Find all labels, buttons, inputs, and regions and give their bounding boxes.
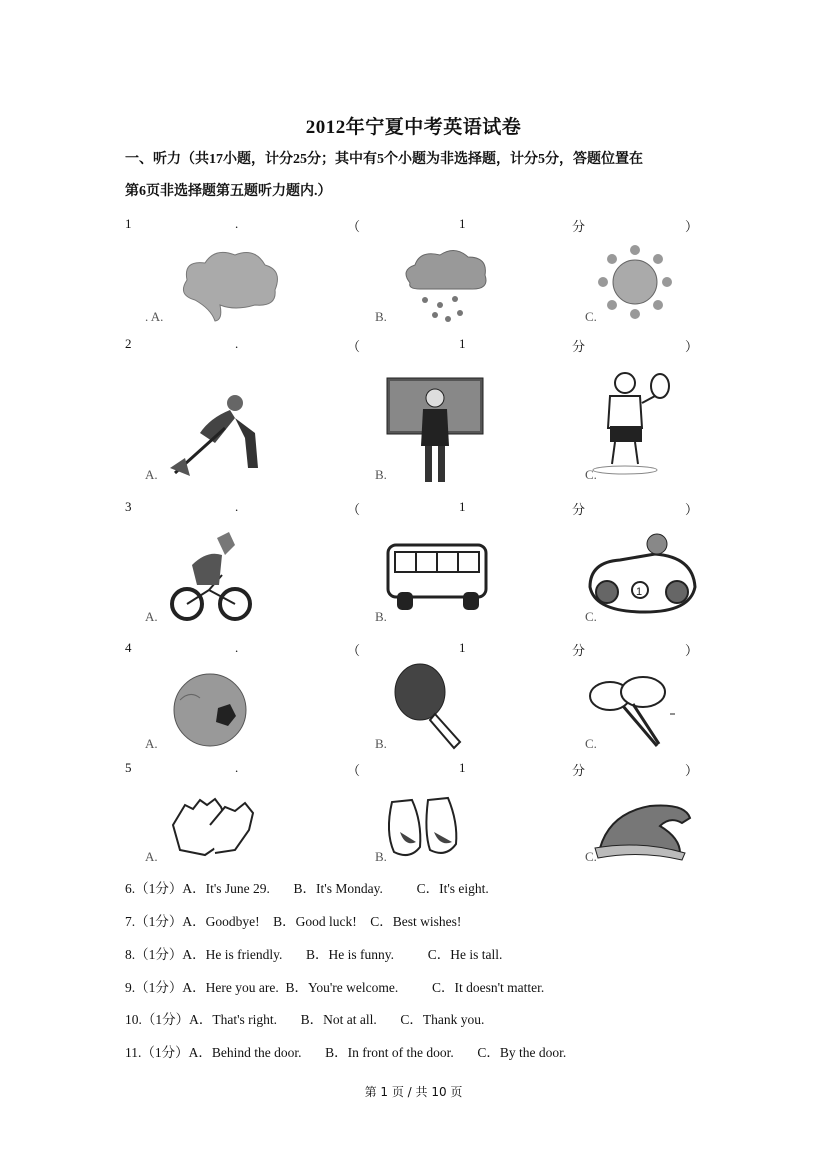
- option-label: B.: [375, 609, 387, 624]
- ping-pong-paddle-icon: [390, 662, 470, 752]
- option-label: B.: [375, 849, 387, 864]
- option-c[interactable]: [565, 530, 765, 625]
- option-b[interactable]: [355, 790, 555, 865]
- svg-text:1: 1: [636, 586, 643, 598]
- question-8: 8.（1分）A．He is friendly. B．He is funny. C．He is tall.: [125, 947, 503, 962]
- question-number: 5: [125, 760, 132, 775]
- question-9: 9.（1分）A．Here you are. B．You're welcome. C．It doesn't matter.: [125, 980, 545, 995]
- question-header-3: [125, 499, 699, 519]
- score-close-paren: ）: [685, 219, 699, 234]
- question-number: 3: [125, 499, 132, 514]
- soccer-ball-icon: [170, 670, 250, 750]
- question-score: 1: [459, 216, 466, 231]
- option-a[interactable]: [125, 662, 325, 752]
- question-score: 1: [459, 499, 466, 514]
- score-close-paren: ）: [685, 643, 699, 658]
- sweeping-person-icon: [170, 388, 270, 478]
- score-open-paren: （: [347, 502, 361, 517]
- question-dot: .: [235, 760, 239, 775]
- option-label: C.: [585, 849, 597, 864]
- hat-icon: [590, 798, 700, 863]
- score-unit: 分: [572, 339, 586, 354]
- option-label: C.: [585, 609, 597, 624]
- option-label: A.: [145, 609, 158, 624]
- option-c[interactable]: [565, 790, 765, 865]
- question-score: 1: [459, 336, 466, 351]
- score-close-paren: ）: [685, 339, 699, 354]
- option-a[interactable]: [125, 530, 325, 625]
- option-b[interactable]: [355, 368, 555, 483]
- score-open-paren: （: [347, 643, 361, 658]
- question-dot: .: [235, 336, 239, 351]
- teacher-icon: [385, 376, 485, 486]
- page-title: 2012年宁夏中考英语试卷: [305, 117, 522, 138]
- question-4-pictures: [125, 662, 705, 752]
- question-header-5: [125, 760, 699, 780]
- question-7: 7.（1分）A．Goodbye! B．Good luck! C．Best wishes!: [125, 914, 462, 929]
- question-score: 1: [459, 760, 466, 775]
- option-label: A.: [145, 849, 158, 864]
- option-label: C.: [585, 736, 597, 751]
- option-a[interactable]: [125, 368, 325, 483]
- question-number: 2: [125, 336, 132, 351]
- score-close-paren: ）: [685, 763, 699, 778]
- question-10: 10.（1分）A．That's right. B．Not at all. C．Thank you.: [125, 1012, 485, 1027]
- gloves-icon: [165, 795, 260, 863]
- question-number: 1: [125, 216, 132, 231]
- option-label: C.: [585, 467, 597, 482]
- option-label: B.: [375, 309, 387, 324]
- snow-cloud-icon: [400, 245, 490, 323]
- question-dot: .: [235, 640, 239, 655]
- section-intro-line-2: 第6页非选择题第五题听力题内.）: [125, 184, 332, 199]
- page-footer: 第 1 页 / 共 10 页: [364, 1085, 463, 1099]
- option-label: B.: [375, 467, 387, 482]
- option-label: A.: [145, 467, 158, 482]
- question-header-2: [125, 336, 699, 356]
- score-open-paren: （: [347, 763, 361, 778]
- question-header-1: [125, 216, 699, 236]
- option-b[interactable]: [355, 662, 555, 752]
- question-number: 4: [125, 640, 132, 655]
- question-1-pictures: [125, 240, 705, 325]
- option-label: B.: [375, 736, 387, 751]
- option-label: A.: [145, 736, 158, 751]
- question-3-pictures: [125, 530, 705, 625]
- cyclist-icon: [167, 530, 257, 622]
- badminton-rackets-icon: [585, 674, 685, 754]
- question-score: 1: [459, 640, 466, 655]
- question-2-pictures: [125, 368, 705, 483]
- question-header-4: [125, 640, 699, 660]
- option-label: . A.: [145, 309, 164, 324]
- question-5-pictures: [125, 790, 705, 865]
- cloud-icon: [175, 245, 285, 323]
- score-unit: 分: [572, 763, 586, 778]
- question-dot: .: [235, 499, 239, 514]
- score-unit: 分: [572, 219, 586, 234]
- option-label: C.: [585, 309, 597, 324]
- score-unit: 分: [572, 643, 586, 658]
- score-unit: 分: [572, 502, 586, 517]
- bus-icon: [385, 540, 490, 615]
- question-dot: .: [235, 216, 239, 231]
- score-open-paren: （: [347, 219, 361, 234]
- tennis-player-icon: [590, 368, 680, 476]
- option-c[interactable]: [565, 662, 765, 752]
- option-a[interactable]: [125, 790, 325, 865]
- score-open-paren: （: [347, 339, 361, 354]
- question-6: 6.（1分）A．It's June 29. B．It's Monday. C．It's eight.: [125, 881, 489, 896]
- option-a[interactable]: [125, 240, 325, 325]
- option-b[interactable]: [355, 240, 555, 325]
- score-close-paren: ）: [685, 502, 699, 517]
- sun-icon: [595, 242, 675, 322]
- shoes-icon: [380, 792, 470, 862]
- option-c[interactable]: [565, 368, 765, 483]
- race-car-icon: [585, 532, 700, 622]
- section-intro-line-1: 一、听力（共17小题，计分25分；其中有5个小题为非选择题，计分5分，答题位置在: [125, 152, 643, 167]
- option-c[interactable]: [565, 240, 765, 325]
- question-11: 11.（1分）A．Behind the door. B．In front of the door. C．By the door.: [125, 1045, 567, 1060]
- option-b[interactable]: [355, 530, 555, 625]
